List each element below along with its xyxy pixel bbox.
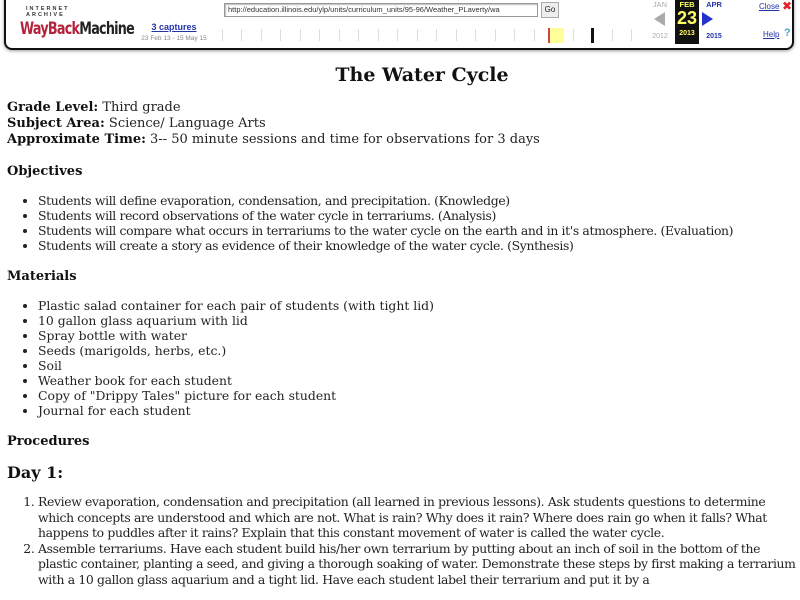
list-item: • Weather book for each student xyxy=(38,373,797,388)
page-content xyxy=(7,62,797,587)
objectives-heading: Objectives xyxy=(7,164,83,179)
current-capture-marker[interactable] xyxy=(548,28,550,43)
list-item: • Seeds (marigolds, herbs, etc.) xyxy=(38,343,797,358)
current-year: 2013 xyxy=(679,30,695,37)
captures-sparkline[interactable] xyxy=(216,26,646,44)
list-item: • Students will compare what occurs in terrariums to the water cycle on the earth and in it's atmosphere. (Evaluation) xyxy=(38,223,797,238)
list-item: • Plastic salad container for each pair of students (with tight lid) xyxy=(38,298,797,313)
current-capture-date xyxy=(675,0,699,44)
current-year-highlight xyxy=(550,28,564,43)
list-item: • Soil xyxy=(38,358,797,373)
wayback-machine-wordmark: WayBackMachine xyxy=(20,19,135,39)
wayback-toolbar xyxy=(4,0,794,50)
objectives-list xyxy=(7,193,797,253)
close-icon[interactable]: ✖ xyxy=(782,0,793,13)
wayback-logo[interactable] xyxy=(20,6,135,40)
materials-heading: Materials xyxy=(7,269,77,284)
page-title: The Water Cycle xyxy=(335,64,509,86)
close-link[interactable]: Close xyxy=(759,2,780,11)
list-item: • Journal for each student xyxy=(38,403,797,418)
meta-grade-level: Grade Level: Third grade xyxy=(7,100,181,115)
go-button[interactable]: Go xyxy=(541,2,559,18)
procedure-step: 2. Assemble terrariums. Have each student build his/her own terrarium by putting about an inch of soil in the bottom of the plastic container, planting a seed, and giving a thorough soaking of water. Demonstrate these steps by first making a terrarium with a 10 gallon glass aquarium and a tight lid. Have each student label their terrarium and put it by a xyxy=(38,541,797,588)
internet-archive-label: INTERNET ARCHIVE xyxy=(26,6,70,18)
calendar-navigator xyxy=(646,0,736,46)
prev-month-label: JAN xyxy=(652,0,668,9)
next-year-link[interactable]: 2015 xyxy=(706,33,722,40)
procedure-steps xyxy=(7,494,797,587)
prev-capture-arrow-icon xyxy=(654,12,665,26)
next-capture-arrow-icon[interactable] xyxy=(702,12,713,26)
meta-approximate-time: Approximate Time: 3-- 50 minute sessions and time for observations for 3 days xyxy=(7,132,540,147)
current-day: 23 xyxy=(676,8,698,28)
materials-list xyxy=(7,298,797,418)
prev-year-label: 2012 xyxy=(652,33,668,40)
help-icon[interactable]: ? xyxy=(784,27,791,39)
help-link[interactable]: Help xyxy=(763,30,780,39)
captures-date-range: 23 Feb 13 - 15 May 15 xyxy=(141,35,207,42)
list-item: • Spray bottle with water xyxy=(38,328,797,343)
current-month: FEB xyxy=(679,0,695,9)
captures-link[interactable]: 3 captures xyxy=(151,22,197,32)
capture-marker[interactable] xyxy=(591,28,594,43)
list-item: • Students will record observations of the water cycle in terrariums. (Analysis) xyxy=(38,208,797,223)
procedures-heading: Procedures xyxy=(7,434,90,449)
captures-info xyxy=(132,22,216,42)
day-1-heading: Day 1: xyxy=(7,463,64,482)
meta-subject-area: Subject Area: Science/ Language Arts xyxy=(7,116,266,131)
lesson-meta xyxy=(7,100,797,148)
next-month-link[interactable]: APR xyxy=(706,0,722,9)
list-item: • Students will create a story as evidence of their knowledge of the water cycle. (Synthesis) xyxy=(38,238,797,253)
list-item: • 10 gallon glass aquarium with lid xyxy=(38,313,797,328)
list-item: • Students will define evaporation, condensation, and precipitation. (Knowledge) xyxy=(38,193,797,208)
list-item: • Copy of "Drippy Tales" picture for each student xyxy=(38,388,797,403)
procedure-step: 1. Review evaporation, condensation and precipitation (all learned in previous lessons). Ask students questions to determine which concepts are understood and which are not. What is rain? Why does it rain? Where does rain go when it falls? What happens to puddles after it rains? Explain that this constant movement of water is called the water cycle. xyxy=(38,494,797,541)
url-input[interactable]: http://education.illinois.edu/ylp/units/curriculum_units/95-96/Weather_PLaverty/wa xyxy=(224,3,538,17)
